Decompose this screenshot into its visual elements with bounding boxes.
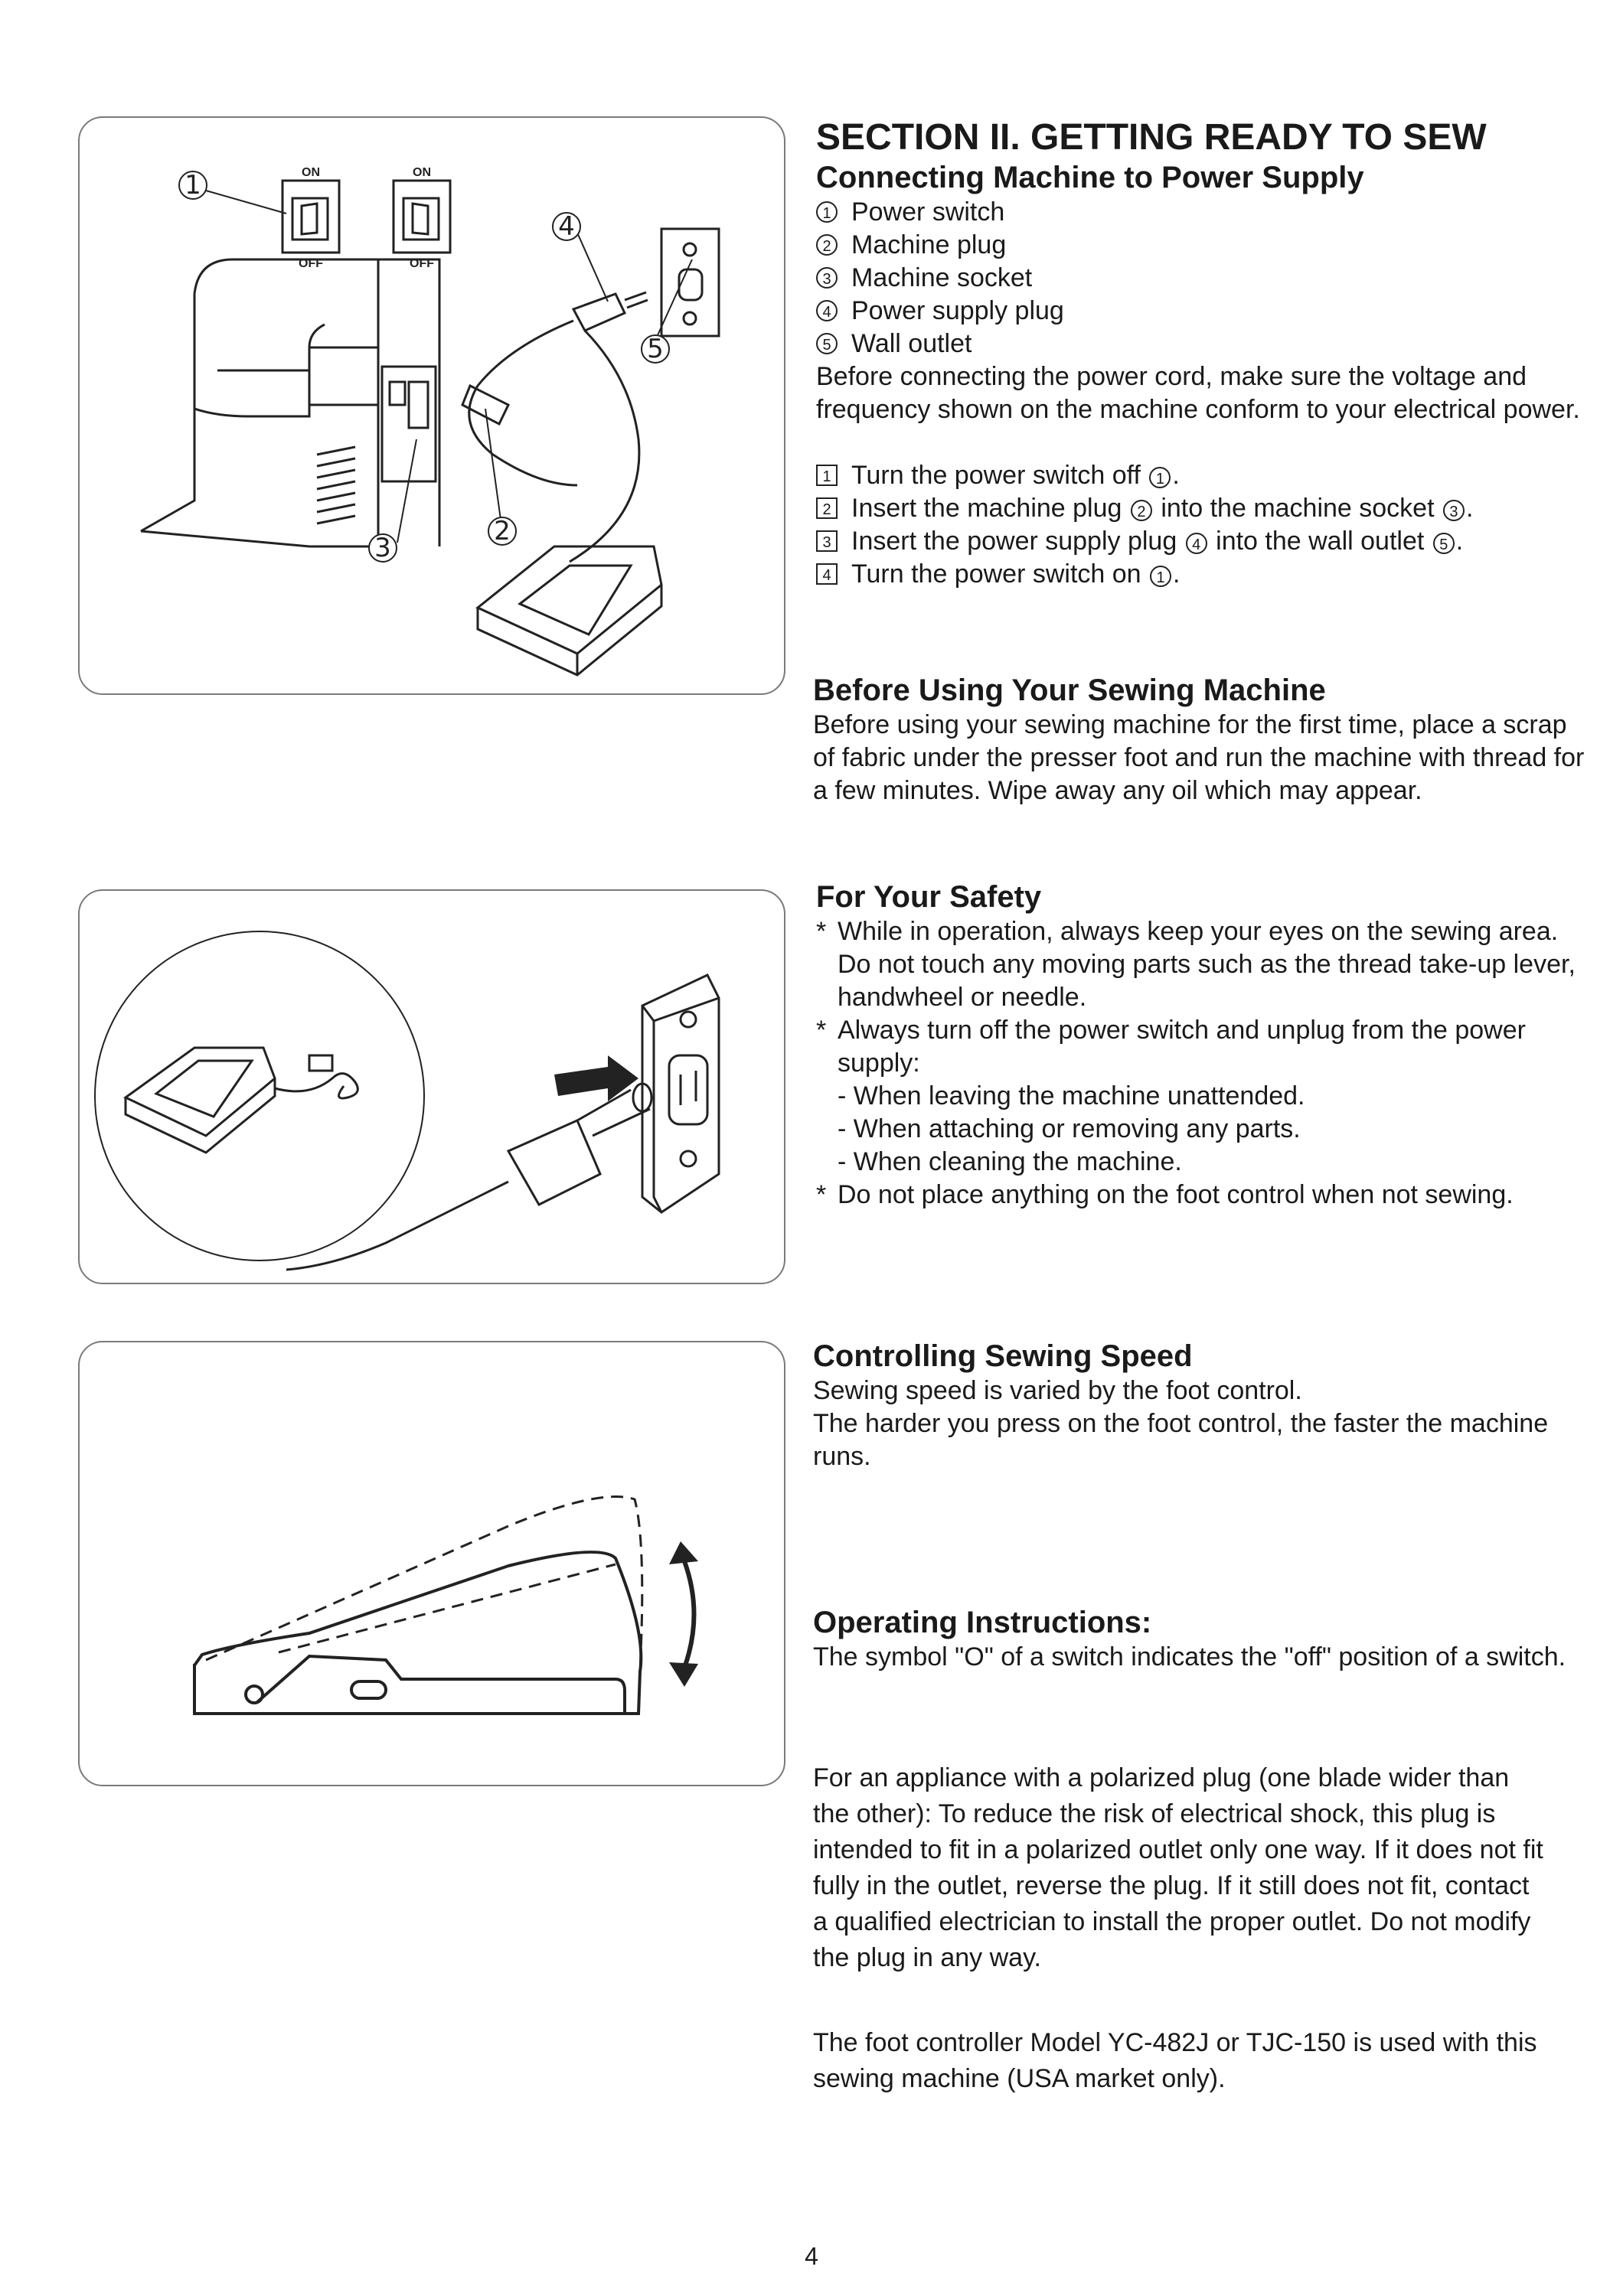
polarized-plug-section bbox=[813, 1760, 1548, 1976]
connecting-section bbox=[816, 116, 1589, 591]
operating-text: The symbol "O" of a switch indicates the "off" position of a switch. bbox=[813, 1642, 1566, 1671]
switch-on-label: ON bbox=[302, 166, 320, 179]
step-item: 1 Turn the power switch off 1 . bbox=[816, 459, 1589, 492]
polarized-text: For an appliance with a polarized plug (one blade wider than the other): To reduce the risk of electrical shock, this plug is intended to fit in a polarized outlet only one way. If it does not fit fully in the outlet, reverse the plug. If it still does not fit, contact a qualified electrician to install the proper outlet. Do not modify the plug in any way. bbox=[813, 1763, 1543, 1972]
safety-sub-item: - When leaving the machine unattended. bbox=[838, 1081, 1305, 1110]
step-item: 2 Insert the machine plug 2 into the machine socket 3 . bbox=[816, 492, 1589, 525]
speed-section bbox=[813, 1338, 1586, 1473]
figure-foot-control-plug bbox=[78, 889, 785, 1284]
speed-heading: Controlling Sewing Speed bbox=[813, 1339, 1193, 1373]
speed-line-2: The harder you press on the foot control, the faster the machine runs. bbox=[813, 1409, 1549, 1471]
before-using-section bbox=[813, 672, 1586, 807]
voltage-note: Before connecting the power cord, make sure the voltage and frequency shown on the machine conform to your electrical power. bbox=[816, 362, 1580, 424]
safety-list bbox=[816, 915, 1589, 1212]
foot-controller-text: The foot controller Model YC-482J or TJC-150 is used with this sewing machine (USA market only). bbox=[813, 2028, 1537, 2093]
part-item: 2 Machine plug bbox=[816, 229, 1589, 262]
before-using-heading: Before Using Your Sewing Machine bbox=[813, 673, 1326, 707]
safety-section bbox=[816, 879, 1589, 1212]
callout-3: 3 bbox=[374, 533, 391, 563]
switch-off-label-2: OFF bbox=[410, 257, 434, 270]
switch-off-label: OFF bbox=[299, 257, 323, 270]
part-item: 1 Power switch bbox=[816, 196, 1589, 229]
plug-outlet-illustration bbox=[80, 891, 784, 1283]
safety-heading: For Your Safety bbox=[816, 880, 1042, 914]
callout-2: 2 bbox=[494, 516, 511, 546]
before-using-text: Before using your sewing machine for the first time, place a scrap of fabric under the presser foot and run the machine with thread for a few minutes. Wipe away any oil which may appear. bbox=[813, 710, 1585, 805]
callout-5: 5 bbox=[647, 334, 664, 364]
power-connection-illustration bbox=[80, 118, 784, 693]
part-item: 5 Wall outlet bbox=[816, 328, 1589, 360]
foot-controller-section bbox=[813, 2025, 1548, 2097]
safety-bullet: * While in operation, always keep your eyes on the sewing area. Do not touch any moving parts such as the thread take-up lever, handwheel or needle. bbox=[816, 917, 1576, 1012]
callout-4: 4 bbox=[558, 211, 575, 242]
part-item: 3 Machine socket bbox=[816, 262, 1589, 295]
switch-on-label-2: ON bbox=[413, 166, 431, 179]
part-item: 4 Power supply plug bbox=[816, 295, 1589, 328]
operating-heading: Operating Instructions: bbox=[813, 1606, 1152, 1639]
step-item: 3 Insert the power supply plug 4 into the wall outlet 5 . bbox=[816, 525, 1589, 558]
speed-line-1: Sewing speed is varied by the foot control. bbox=[813, 1376, 1302, 1405]
safety-sub-item: - When attaching or removing any parts. bbox=[838, 1114, 1301, 1143]
step-item: 4 Turn the power switch on 1 . bbox=[816, 558, 1589, 591]
safety-sub-item: - When cleaning the machine. bbox=[838, 1147, 1182, 1176]
page-number: 4 bbox=[805, 2242, 818, 2270]
figure-power-connection bbox=[78, 116, 785, 695]
operating-section bbox=[813, 1604, 1586, 1674]
safety-bullet: * Do not place anything on the foot control when not sewing. bbox=[816, 1180, 1514, 1209]
safety-bullet: * Always turn off the power switch and unplug from the power supply: bbox=[816, 1016, 1526, 1078]
steps-list bbox=[816, 459, 1589, 591]
foot-control-side-illustration bbox=[80, 1342, 784, 1785]
section-title: SECTION II. GETTING READY TO SEW bbox=[816, 117, 1487, 158]
connecting-heading: Connecting Machine to Power Supply bbox=[816, 161, 1364, 194]
figure-foot-control-speed bbox=[78, 1341, 785, 1786]
parts-list bbox=[816, 196, 1589, 360]
callout-1: 1 bbox=[185, 170, 201, 201]
